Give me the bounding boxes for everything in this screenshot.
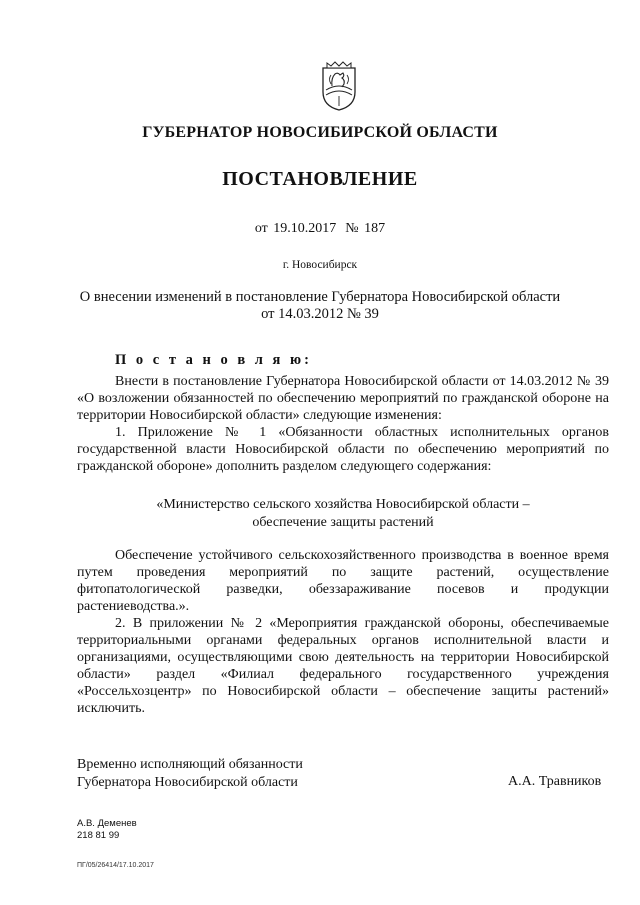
- executor-name: А.В. Деменев: [77, 818, 137, 829]
- place-of-issue: г. Новосибирск: [282, 259, 358, 271]
- signatory-name: А.А. Травников: [508, 774, 602, 789]
- document-type: ПОСТАНОВЛЕНИЕ: [222, 168, 418, 190]
- section-title-line: «Министерство сельского хозяйства Новосибирской области –: [156, 497, 530, 512]
- document-date: 19.10.2017: [273, 221, 337, 236]
- subject-line: от 14.03.2012 № 39: [261, 306, 379, 322]
- section-text-paragraph: Обеспечение устойчивого сельскохозяйственного производства в военное время путем проведения мероприятий по защите растений, осуществление фитопатологической разведки, обеззараживание посевов и продукции растениеводства.».: [77, 548, 609, 614]
- date-line: [0, 221, 640, 237]
- subject-line: О внесении изменений в постановление Губернатора Новосибирской области: [79, 289, 561, 305]
- signatory-position: [77, 756, 303, 792]
- decree-word: П о с т а н о в л я ю:: [115, 352, 312, 368]
- registration-number: ПГ/05/26414/17.10.2017: [77, 862, 154, 869]
- section-title-line: обеспечение защиты растений: [252, 515, 434, 530]
- document-subject: [0, 289, 640, 323]
- item-1-paragraph: 1. Приложение № 1 «Обязанности областных исполнительных органов государственной власти Новосибирской области по обеспечению мероприятий по гражданской обороне» дополнить разделом следующего содержания:: [77, 425, 609, 474]
- intro-paragraph: Внести в постановление Губернатора Новосибирской области от 14.03.2012 № 39 «О возложении обязанностей по обеспечению мероприятий по гражданской обороне на территории Новосибирской области» следующие изменения:: [77, 374, 609, 423]
- position-line: Временно исполняющий обязанности: [77, 757, 303, 772]
- executor-phone: 218 81 99: [77, 830, 120, 841]
- inserted-section-title: [77, 496, 609, 532]
- body-block-intro: [77, 373, 609, 475]
- executor-info: [77, 818, 137, 842]
- novosibirsk-coat-of-arms-icon: [318, 60, 360, 112]
- document-number: 187: [364, 221, 386, 236]
- item-2-paragraph: 2. В приложении № 2 «Мероприятия гражданской обороны, обеспечиваемые территориальными органами федеральных органов исполнительной власти и организациями, осуществляющими свою деятельность на территории Новосибирской области» раздел «Филиал федерального государственного учреждения «Россельхозцентр» по Новосибирской области – обеспечение защиты растений» исключить.: [77, 616, 609, 716]
- number-sign: №: [345, 221, 359, 236]
- position-line: Губернатора Новосибирской области: [77, 775, 298, 790]
- date-prefix: от: [254, 221, 268, 236]
- authority-title: ГУБЕРНАТОР НОВОСИБИРСКОЙ ОБЛАСТИ: [142, 124, 498, 141]
- body-block-main: [77, 547, 609, 717]
